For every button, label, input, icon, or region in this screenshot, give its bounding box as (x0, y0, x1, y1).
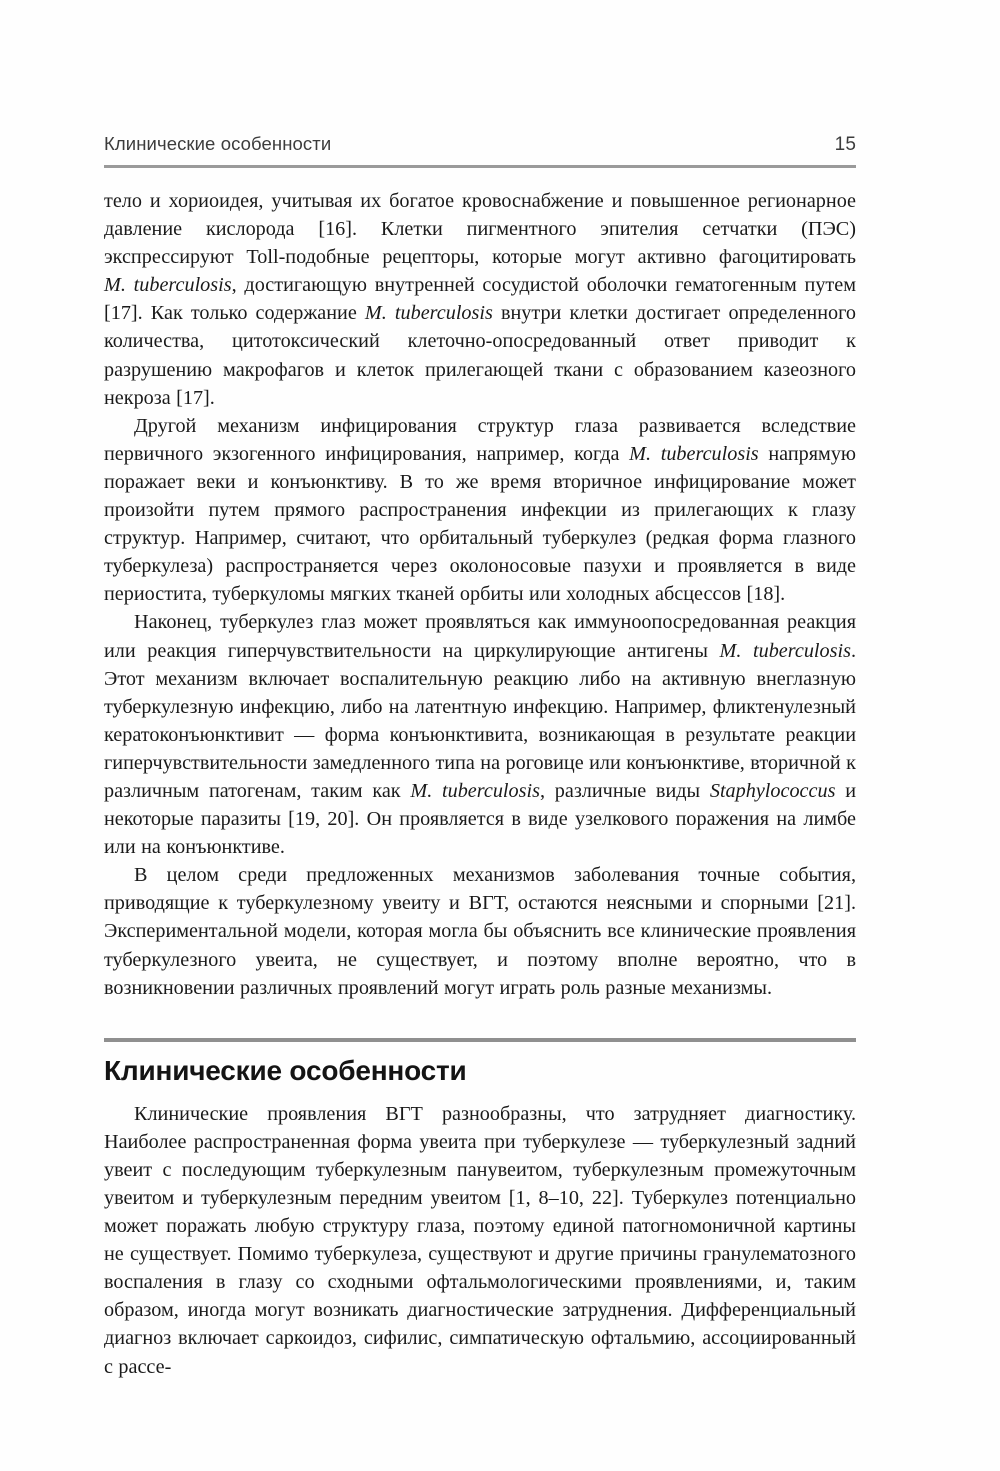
running-head-rule (104, 165, 856, 168)
body-text-block (104, 187, 856, 1002)
paragraph: Наконец, туберкулез глаз может проявляться как иммуноопосредованная реакция или реакция гиперчувствительности на циркулирующие антигены M. tuberculosis. Этот механизм включает воспалительную реакцию либо на активную внеглазную туберкулезную инфекцию, либо на латентную инфекцию. Например, фликтенулезный кератоконъюнктивит — форма конъюнктивита, возникающая в результате реакции гиперчувствительности замедленного типа на роговице или конъюнктиве, вторичной к различным патогенам, таким как M. tuberculosis, различные виды Staphylococcus и некоторые паразиты [19, 20]. Он проявляется в виде узелкового поражения на лимбе или на конъюнктиве. (104, 611, 857, 859)
paragraph: Другой механизм инфицирования структур глаза развивается вследствие первичного экзогенного инфицирования, например, когда M. tuberculosis напрямую поражает веки и конъюнктиву. В то же время вторичное инфицирование может произойти путем прямого распространения инфекции из прилегающих к глазу структур. Например, считают, что орбитальный туберкулез (редкая форма глазного туберкулеза) распространяется через околоносовые пазухи и проявляется в виде периостита, туберкуломы мягких тканей орбиты или холодных абсцессов [18]. (104, 414, 856, 606)
page-number: 15 (834, 134, 856, 155)
paragraph: Клинические проявления ВГТ разнообразны, что затрудняет диагностику. Наиболее распространенная форма увеита при туберкулезе — туберкулезный задний увеит с последующим туберкулезным панувеитом, туберкулезным промежуточным увеитом и туберкулезным передним увеитом [1, 8–10, 22]. Туберкулез потенциально может поражать любую структуру глаза, поэтому единой патогномоничной картины не существует. Помимо туберкулеза, существуют и другие причины гранулематозного воспаления в глазу со сходными офтальмологическими проявлениями, и, таким образом, иногда могут возникать диагностические затруднения. Дифференциальный диагноз включает саркоидоз, сифилис, симпатическую офтальмию, ассоциированный с рассе- (104, 1102, 856, 1378)
running-head-title: Клинические особенности (104, 133, 332, 154)
paragraph: В целом среди предложенных механизмов заболевания точные события, приводящие к туберкулезному увеиту и ВГТ, остаются неясными и спорными [21]. Экспериментальной модели, которая могла бы объяснить все клинические проявления туберкулезного увеита, не существует, и поэтому вполне вероятно, что в возникновении различных проявлений могут играть роль разные механизмы. (104, 864, 856, 999)
paragraph: тело и хориоидея, учитывая их богатое кровоснабжение и повышенное регионарное давление кислорода [16]. Клетки пигментного эпителия сетчатки (ПЭС) экспрессируют Toll-подобные рецепторы, которые могут активно фагоцитировать M. tuberculosis, достигающую внутренней сосудистой оболочки гематогенным путем [17]. Как только содержание M. tuberculosis внутри клетки достигает определенного количества, цитотоксический клеточно-опосредованный ответ приводит к разрушению макрофагов и клеток прилегающей ткани с образованием казеозного некроза [17]. (104, 190, 856, 409)
page-content-column (104, 0, 856, 1381)
running-head (104, 0, 856, 156)
section-clinical-features (104, 1038, 856, 1381)
section-heading-rule (104, 1038, 856, 1042)
section-body-text (104, 1100, 856, 1381)
section-heading: Клинические особенности (104, 1054, 467, 1086)
